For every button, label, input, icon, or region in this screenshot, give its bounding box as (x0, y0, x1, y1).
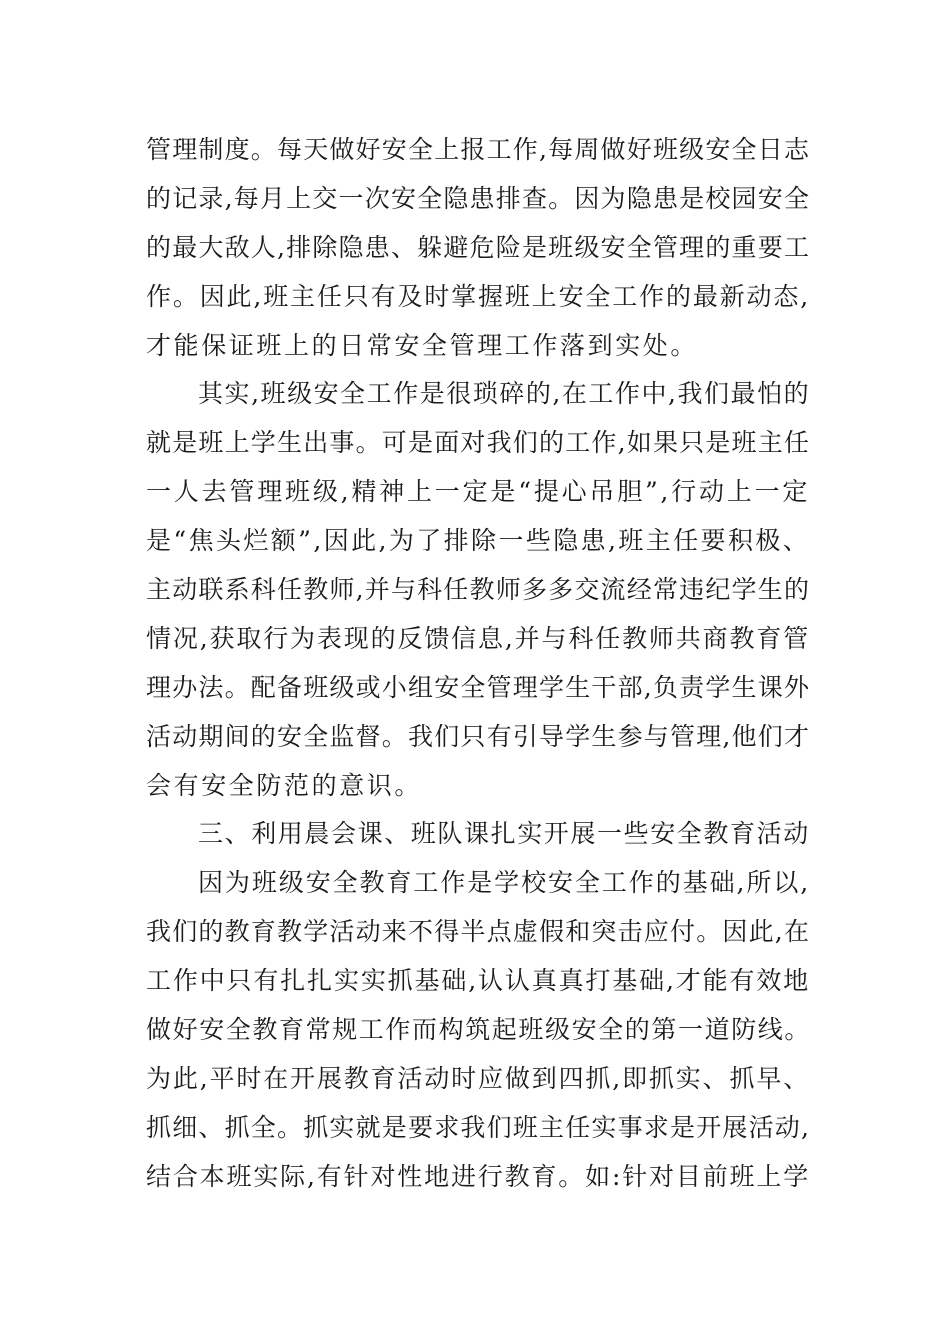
text-line: 的最大敌人,排除隐患、躲避危险是班级安全管理的重要工 (146, 232, 811, 262)
text-line: 抓细、抓全。抓实就是要求我们班主任实事求是开展活动, (146, 1112, 811, 1142)
text-line: 作。因此,班主任只有及时掌握班上安全工作的最新动态, (146, 281, 810, 311)
text-line: 的记录,每月上交一次安全隐患排查。因为隐患是校园安全 (146, 183, 811, 213)
text-line: 才能保证班上的日常安全管理工作落到实处。 (146, 330, 699, 360)
text-line: 活动期间的安全监督。我们只有引导学生参与管理,他们才 (146, 721, 811, 751)
text-line: 主动联系科任教师,并与科任教师多多交流经常违纪学生的 (146, 575, 811, 605)
text-line: 管理制度。每天做好安全上报工作,每周做好班级安全日志 (146, 135, 811, 164)
text-line: 结合本班实际,有针对性地进行教育。如:针对目前班上学 (146, 1161, 810, 1191)
text-line: 为此,平时在开展教育活动时应做到四抓,即抓实、抓早、 (146, 1063, 810, 1093)
text-line: 做好安全教育常规工作而构筑起班级安全的第一道防线。 (146, 1015, 812, 1045)
paragraph-first-line: 因为班级安全教育工作是学校安全工作的基础,所以, (198, 868, 810, 898)
document-body-text (146, 126, 810, 1202)
paragraph-first-line: 其实,班级安全工作是很琐碎的,在工作中,我们最怕的 (198, 379, 810, 409)
text-line: 就是班上学生出事。可是面对我们的工作,如果只是班主任 (146, 428, 811, 458)
text-line: 是“焦头烂额”,因此,为了排除一些隐患,班主任要积极、 (146, 526, 811, 556)
text-line: 工作中只有扎扎实实抓基础,认认真真打基础,才能有效地 (146, 966, 810, 996)
text-line: 情况,获取行为表现的反馈信息,并与科任教师共商教育管 (146, 623, 810, 653)
text-line: 会有安全防范的意识。 (146, 770, 423, 800)
text-line: 理办法。配备班级或小组安全管理学生干部,负责学生课外 (146, 672, 811, 702)
section-heading: 三、利用晨会课、班队课扎实开展一些安全教育活动 (198, 819, 810, 849)
text-line: 我们的教育教学活动来不得半点虚假和突击应付。因此,在 (146, 917, 811, 947)
text-line: 一人去管理班级,精神上一定是“提心吊胆”,行动上一定 (146, 477, 810, 507)
